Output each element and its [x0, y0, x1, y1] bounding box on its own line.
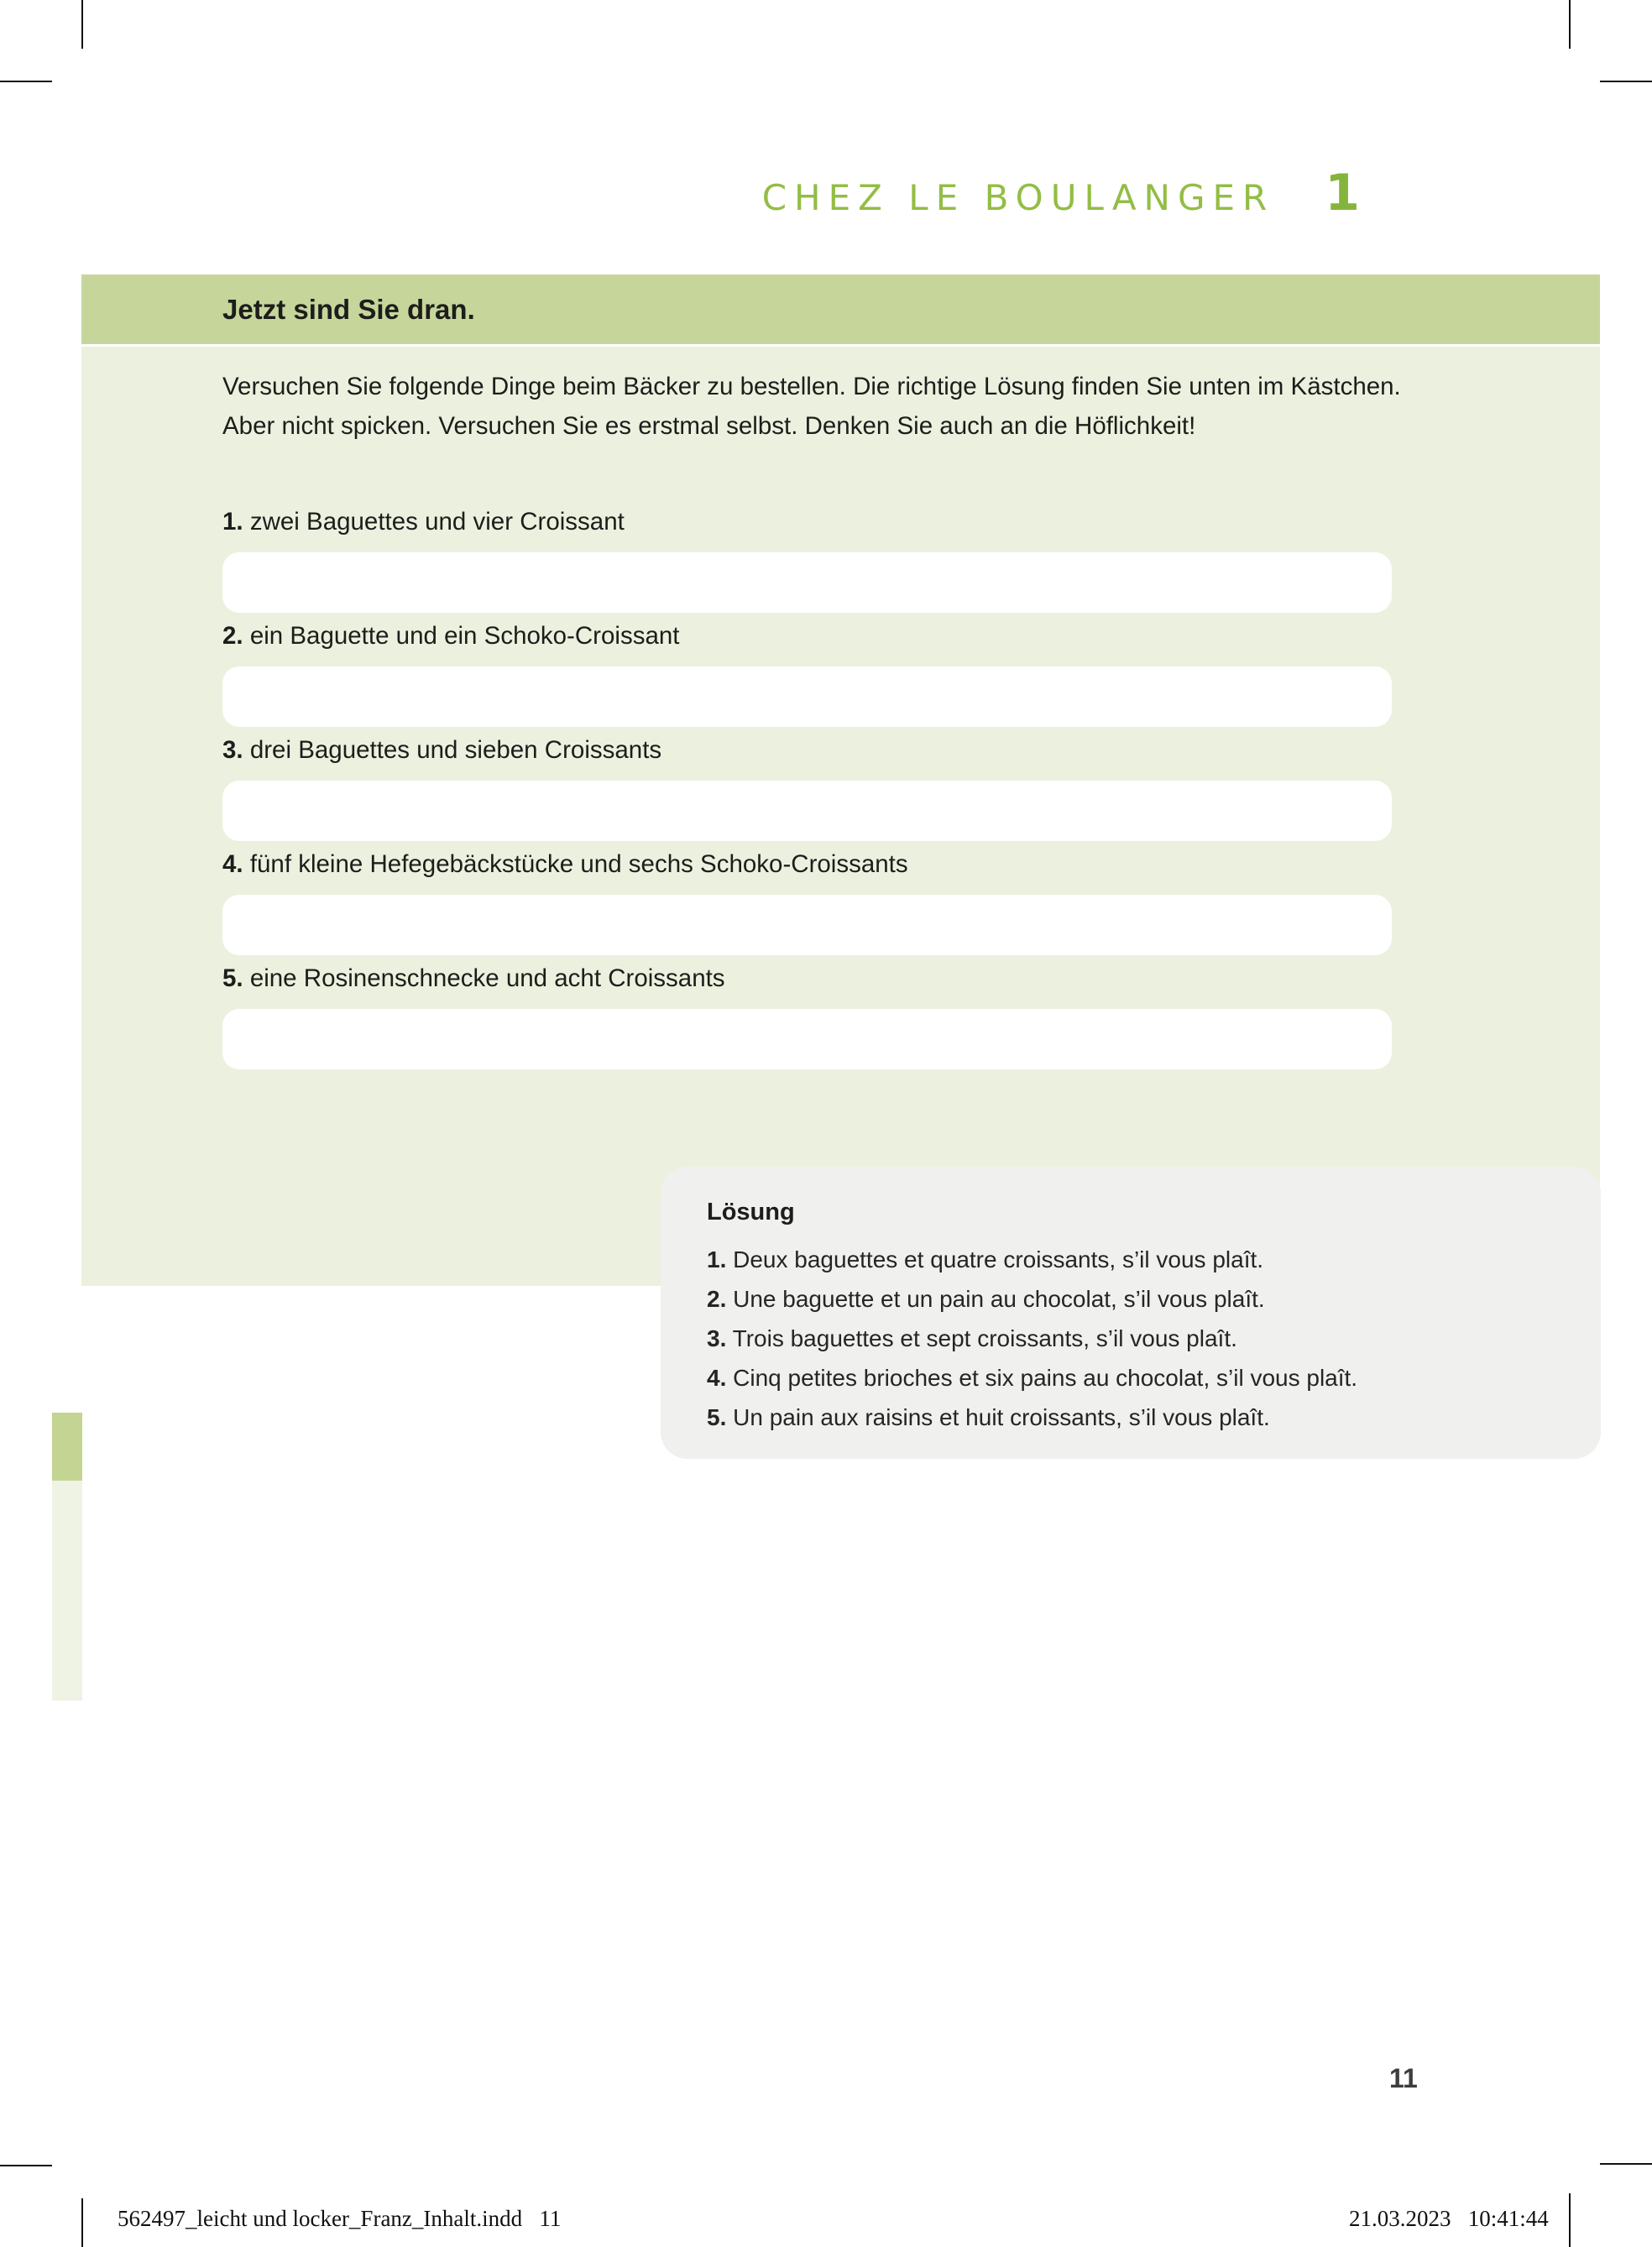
page-number: 11	[1389, 2063, 1418, 2093]
footer-filename: 562497_leicht und locker_Franz_Inhalt.indd 11	[118, 2206, 562, 2231]
solution-item-4-number: 4.	[707, 1365, 727, 1391]
solution-item-2-text: Une baguette et un pain au chocolat, s’il vous plaît.	[733, 1286, 1265, 1312]
solution-item-5-text: Un pain aux raisins et huit croissants, s’il vous plaît.	[733, 1404, 1270, 1430]
chapter-tab-marker	[52, 1413, 82, 1481]
exercise-item-4-label	[222, 850, 1423, 879]
exercise-item-3-label	[222, 736, 1423, 765]
answer-box-3[interactable]	[222, 781, 1392, 841]
exercise-item-5-label	[222, 964, 1423, 993]
solution-item-3-number: 3.	[707, 1325, 727, 1351]
answer-box-5[interactable]	[222, 1009, 1392, 1069]
crop-mark-bottom-left-vertical	[81, 2198, 83, 2247]
solution-item-1-text: Deux baguettes et quatre croissants, s’il vous plaît.	[733, 1246, 1264, 1272]
chapter-title: CHEZ LE BOULANGER	[761, 177, 1275, 218]
solution-item-3-text: Trois baguettes et sept croissants, s’il vous plaît.	[732, 1325, 1237, 1351]
crop-mark-top-right-vertical	[1569, 0, 1571, 49]
solution-item-4-text: Cinq petites brioches et six pains au chocolat, s’il vous plaît.	[733, 1365, 1358, 1391]
solution-item-5	[707, 1404, 1563, 1431]
solution-box	[661, 1167, 1601, 1459]
exercise-item-3-text: drei Baguettes und sieben Croissants	[249, 736, 662, 764]
crop-mark-bottom-right-vertical	[1569, 2193, 1571, 2247]
solution-item-3	[707, 1325, 1563, 1352]
crop-mark-top-right-horizontal	[1600, 81, 1652, 82]
exercise-item-1-number: 1.	[222, 508, 243, 536]
answer-box-1[interactable]	[222, 552, 1392, 613]
solution-item-1-number: 1.	[707, 1246, 727, 1272]
crop-mark-top-left-horizontal	[0, 81, 52, 82]
solution-item-4	[707, 1365, 1563, 1392]
exercise-item-3-number: 3.	[222, 736, 243, 764]
exercise-header-bar	[81, 274, 1600, 344]
exercise-body	[81, 347, 1600, 1286]
solution-title: Lösung	[707, 1199, 795, 1225]
exercise-item-5-text: eine Rosinenschnecke und acht Croissants	[249, 964, 725, 992]
exercise-item-2-text: ein Baguette und ein Schoko-Croissant	[249, 622, 680, 650]
exercise-instructions: Versuchen Sie folgende Dinge beim Bäcker zu bestellen. Die richtige Lösung finden Sie unten im Kästchen. Aber nicht spicken. Versuchen Sie es erstmal selbst. Denken Sie auch an die Höflichkeit!	[222, 373, 1401, 440]
chapter-tab-marker-light	[52, 1481, 82, 1701]
footer-timestamp: 21.03.2023 10:41:44	[1349, 2206, 1549, 2231]
exercise-item-4-number: 4.	[222, 850, 243, 878]
chapter-number: 1	[1325, 164, 1360, 222]
solution-item-2-number: 2.	[707, 1286, 727, 1312]
solution-item-5-number: 5.	[707, 1404, 727, 1430]
exercise-item-2-label	[222, 622, 1423, 651]
exercise-item-1-text: zwei Baguettes und vier Croissant	[249, 508, 625, 536]
answer-box-2[interactable]	[222, 666, 1392, 727]
exercise-item-4-text: fünf kleine Hefegebäckstücke und sechs Schoko-Croissants	[249, 850, 908, 878]
exercise-item-2-number: 2.	[222, 622, 243, 650]
solution-item-1	[707, 1246, 1563, 1273]
exercise-item-1-label	[222, 508, 1423, 536]
crop-mark-bottom-right-horizontal	[1600, 2163, 1652, 2165]
exercise-item-5-number: 5.	[222, 964, 243, 992]
solution-item-2	[707, 1286, 1563, 1313]
exercise-title: Jetzt sind Sie dran.	[222, 293, 475, 325]
crop-mark-bottom-left-horizontal	[0, 2165, 52, 2166]
chapter-header	[761, 164, 1360, 222]
crop-mark-top-left-vertical	[81, 0, 83, 49]
answer-box-4[interactable]	[222, 895, 1392, 955]
